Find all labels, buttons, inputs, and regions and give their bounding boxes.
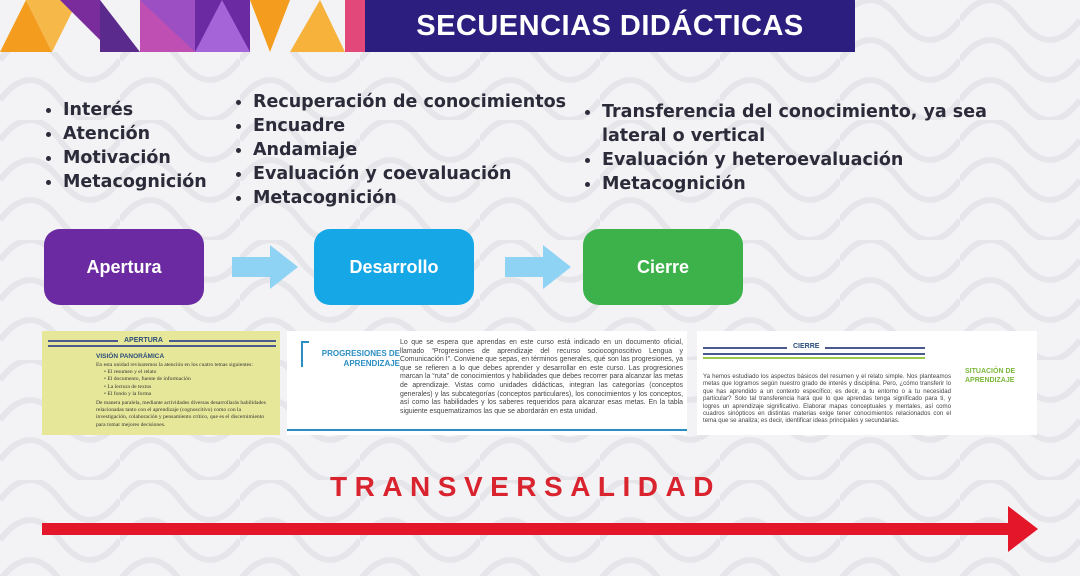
- thumb-subheading: VISIÓN PANORÁMICA: [96, 353, 165, 360]
- thumb-topic-list: [96, 369, 272, 398]
- desarrollo-list: [234, 90, 566, 210]
- cierre-stage: Cierre: [583, 229, 743, 305]
- desarrollo-stage: Desarrollo: [314, 229, 474, 305]
- list-item: Transferencia del conocimiento, ya sea lateral o vertical: [583, 100, 1033, 148]
- list-item: Motivación: [44, 146, 207, 170]
- list-item: Atención: [44, 122, 207, 146]
- page-title: SECUENCIAS DIDÁCTICAS: [365, 0, 855, 52]
- list-item: Metacognición: [583, 172, 1033, 196]
- apertura-list: [44, 98, 207, 194]
- list-item: Encuadre: [234, 114, 566, 138]
- list-item: Metacognición: [234, 186, 566, 210]
- list-item: Interés: [44, 98, 207, 122]
- thumb-heading: PROGRESIONES DE APRENDIZAJE: [321, 349, 400, 368]
- apertura-page-thumbnail: [42, 331, 280, 435]
- cierre-list: [583, 100, 1033, 196]
- decorative-header-strip: [0, 0, 365, 52]
- thumb-intro: En esta unidad revisaremos la atención en los cuatro temas siguientes:: [96, 362, 253, 368]
- thumb-body: [96, 362, 272, 429]
- list-item: Andamiaje: [234, 138, 566, 162]
- list-item: • El documento, fuente de información: [104, 376, 191, 383]
- list-item: • La lectura de textos: [104, 383, 152, 390]
- thumb-body: Ya hemos estudiado los aspectos básicos del resumen y el relato simple. Nos planteamos metas que logramos según nuestro grado de interés y disciplina. Pero, ¿cómo transferir lo que has aprendido a un contexto específico; es decir, a tu entorno o a tu necesidad particular? Solo tal transferencia hará que lo que aprendas tenga significado para ti, y logres un aprendizaje significativo. Elaborar mapas conceptuales y mentales, así como cuadros sinópticos en distintas materias exige tener conocimientos relacionados con el tema que se analiza; es decir, identificar ideas principales y secundarias.: [703, 373, 951, 425]
- list-item: Metacognición: [44, 170, 207, 194]
- list-item: • El fondo y la forma: [104, 390, 152, 397]
- transversalidad-label: TRANSVERSALIDAD: [330, 471, 721, 502]
- list-item: Evaluación y coevaluación: [234, 162, 566, 186]
- cierre-page-thumbnail: [697, 331, 1037, 435]
- thumb-side-label: SITUACIÓN DE APRENDIZAJE: [965, 368, 1016, 384]
- list-item: Evaluación y heteroevaluación: [583, 148, 1033, 172]
- thumb-body: Lo que se espera que aprendas en este curso está indicado en un documento oficial, llamado “Progresiones de aprendizaje del recurso sociocognoscitivo Lengua y Comunicación I”. Conviene que sepas, en términos generales, qué son las progresiones, ya que se refieren a lo que debes aprender y desarrollar en este curso. Las progresiones marcan la “ruta” de conocimientos y habilidades que debes recorrer para alcanzar las metas de aprendizaje. Vistas como unidades didácticas, integran las categorías (conceptos generales) y las subcategorías (conceptos particulares), los conocimientos y los conceptos, así como las habilidades y los saberes requeridos para alcanzar esas metas. En la tabla siguiente esquematizamos las que se abordarán en esta unidad.: [400, 339, 683, 415]
- list-item: Recuperación de conocimientos: [234, 90, 566, 114]
- list-item: • El resumen y el relato: [104, 369, 157, 376]
- progresiones-page-thumbnail: [287, 331, 687, 435]
- arrow-right-icon: [505, 245, 571, 289]
- long-arrow-right-icon: [42, 506, 1038, 552]
- arrow-right-icon: [232, 245, 298, 289]
- divider: [703, 357, 925, 359]
- thumb-closing: De manera paralela, mediante actividades diversas desarrollarás habilidades relacionadas tanto con el aprendizaje (cognoscitivo) como con la investigación, colaboración y pensamiento crítico, que es el discernimiento para tomar mejores decisiones.: [96, 400, 266, 428]
- divider: [287, 429, 687, 431]
- thumb-heading: CIERRE: [787, 343, 825, 350]
- apertura-stage: Apertura: [44, 229, 204, 305]
- thumb-heading: APERTURA: [118, 337, 169, 344]
